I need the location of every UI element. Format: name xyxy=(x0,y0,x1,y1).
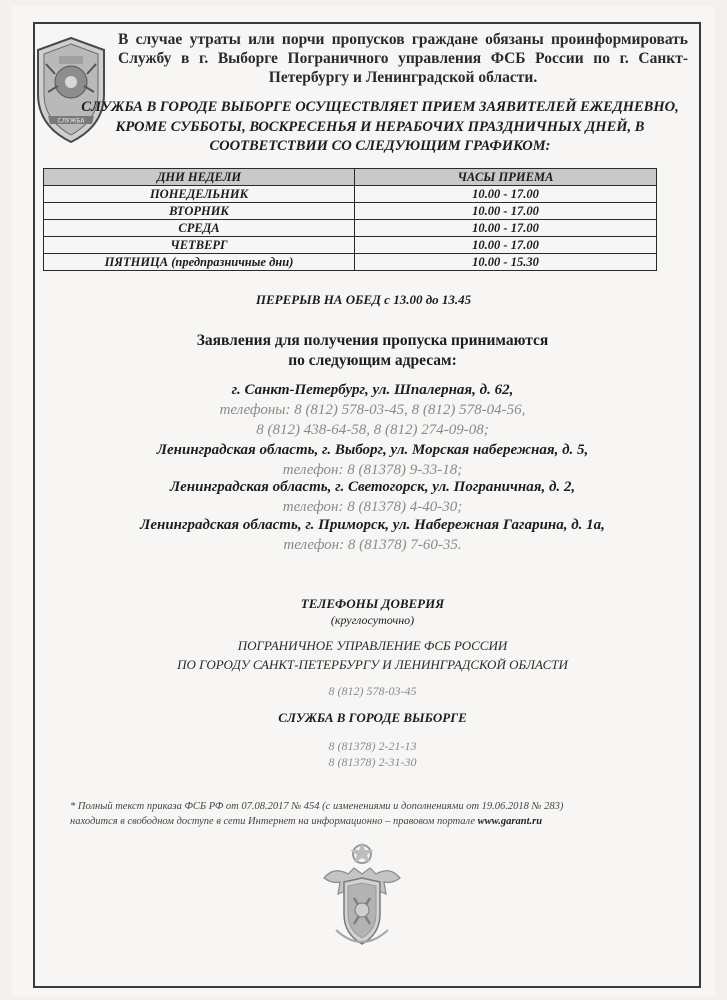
emblem-ribbon-text: СЛУЖБА xyxy=(57,117,85,125)
table-row xyxy=(44,237,657,254)
hours-cell: 10.00 - 17.00 xyxy=(355,220,657,237)
address-block-vyborg xyxy=(0,440,727,480)
address-block-primorsk xyxy=(0,515,727,555)
trust-phones-heading xyxy=(0,596,727,628)
day-cell: ПОНЕДЕЛЬНИК xyxy=(44,186,355,203)
address-line: Ленинградская область, г. Приморск, ул. Набережная Гагарина, д. 1а, xyxy=(140,517,605,533)
department-line: ПО ГОРОДУ САНКТ-ПЕТЕРБУРГУ И ЛЕНИНГРАДСКОЙ ОБЛАСТИ xyxy=(177,657,568,672)
table-row xyxy=(44,186,657,203)
vyborg-phones xyxy=(0,738,727,770)
department-phone: 8 (812) 578-03-45 xyxy=(328,684,417,698)
trust-title: ТЕЛЕФОНЫ ДОВЕРИЯ xyxy=(300,596,445,611)
day-cell: ПЯТНИЦА (предпразничные дни) xyxy=(44,254,355,271)
footnote-line: * Полный текст приказа ФСБ РФ от 07.08.2017 № 454 (с изменениями и дополнениями от 19.06.2018 № 283) xyxy=(70,801,564,812)
table-header-row xyxy=(44,169,657,186)
vyborg-phone: 8 (81378) 2-31-30 xyxy=(328,755,417,769)
header-hours: ЧАСЫ ПРИЕМА xyxy=(355,169,657,186)
address-line: Ленинградская область, г. Выборг, ул. Морская набережная, д. 5, xyxy=(156,442,589,458)
table-row xyxy=(44,254,657,271)
hours-cell: 10.00 - 17.00 xyxy=(355,186,657,203)
schedule-heading: СЛУЖБА В ГОРОДЕ ВЫБОРГЕ ОСУЩЕСТВЛЯЕТ ПРИЕМ ЗАЯВИТЕЛЕЙ ЕЖЕДНЕВНО, КРОМЕ СУББОТЫ, ВОСКРЕСЕНЬЯ И НЕРАБОЧИХ ПРАЗДНИЧНЫХ ДНЕЙ, В СООТВЕТСТВИИ СО СЛЕДУЮЩИМ ГРАФИКОМ: xyxy=(81,99,679,154)
phone-line: телефон: 8 (81378) 9-33-18; xyxy=(282,462,463,478)
footnote xyxy=(70,799,680,829)
vyborg-service-title: СЛУЖБА В ГОРОДЕ ВЫБОРГЕ xyxy=(278,710,467,725)
address-line: г. Санкт-Петербург, ул. Шпалерная, д. 62, xyxy=(231,382,514,398)
day-cell: ЧЕТВЕРГ xyxy=(44,237,355,254)
loss-notice-paragraph: В случае утраты или порчи пропусков граждане обязаны проинформировать Службу в г. Выборге Пограничного управления ФСБ России по г. Санкт- Петербургу и Ленинградской области. xyxy=(118,31,688,86)
footnote-text: находится в свободном доступе в сети Интернет на информационно – правовом портале xyxy=(70,816,478,827)
phone-line: телефоны: 8 (812) 578-03-45, 8 (812) 578-04-56, xyxy=(219,402,526,418)
address-block-spb xyxy=(0,380,727,440)
applications-heading xyxy=(0,331,727,371)
border-department-name xyxy=(0,636,727,674)
vyborg-phone: 8 (81378) 2-21-13 xyxy=(328,739,417,753)
hours-cell: 10.00 - 17.00 xyxy=(355,237,657,254)
day-cell: ВТОРНИК xyxy=(44,203,355,220)
department-line: ПОГРАНИЧНОЕ УПРАВЛЕНИЕ ФСБ РОССИИ xyxy=(237,638,508,653)
header-days: ДНИ НЕДЕЛИ xyxy=(44,169,355,186)
reception-hours-table xyxy=(43,168,657,271)
address-line: Ленинградская область, г. Светогорск, ул. Пограничная, д. 2, xyxy=(169,479,576,495)
phone-line: 8 (812) 438-64-58, 8 (812) 274-09-08; xyxy=(256,422,489,438)
trust-subtitle: (круглосуточно) xyxy=(330,613,415,627)
applications-line: Заявления для получения пропуска принимаются xyxy=(196,332,549,349)
applications-line: по следующим адресам: xyxy=(288,352,457,369)
address-block-svetogorsk xyxy=(0,477,727,517)
fsb-double-eagle-emblem-icon xyxy=(314,838,410,954)
hours-cell: 10.00 - 17.00 xyxy=(355,203,657,220)
lunch-break-note: ПЕРЕРЫВ НА ОБЕД с 13.00 до 13.45 xyxy=(255,292,472,307)
garant-site-text: www.garant.ru xyxy=(477,816,543,827)
table-row xyxy=(44,203,657,220)
phone-line: телефон: 8 (81378) 4-40-30; xyxy=(282,499,463,515)
phone-line: телефон: 8 (81378) 7-60-35. xyxy=(283,537,462,553)
footnote-line xyxy=(70,814,680,829)
day-cell: СРЕДА xyxy=(44,220,355,237)
hours-cell: 10.00 - 15.30 xyxy=(355,254,657,271)
table-row xyxy=(44,220,657,237)
